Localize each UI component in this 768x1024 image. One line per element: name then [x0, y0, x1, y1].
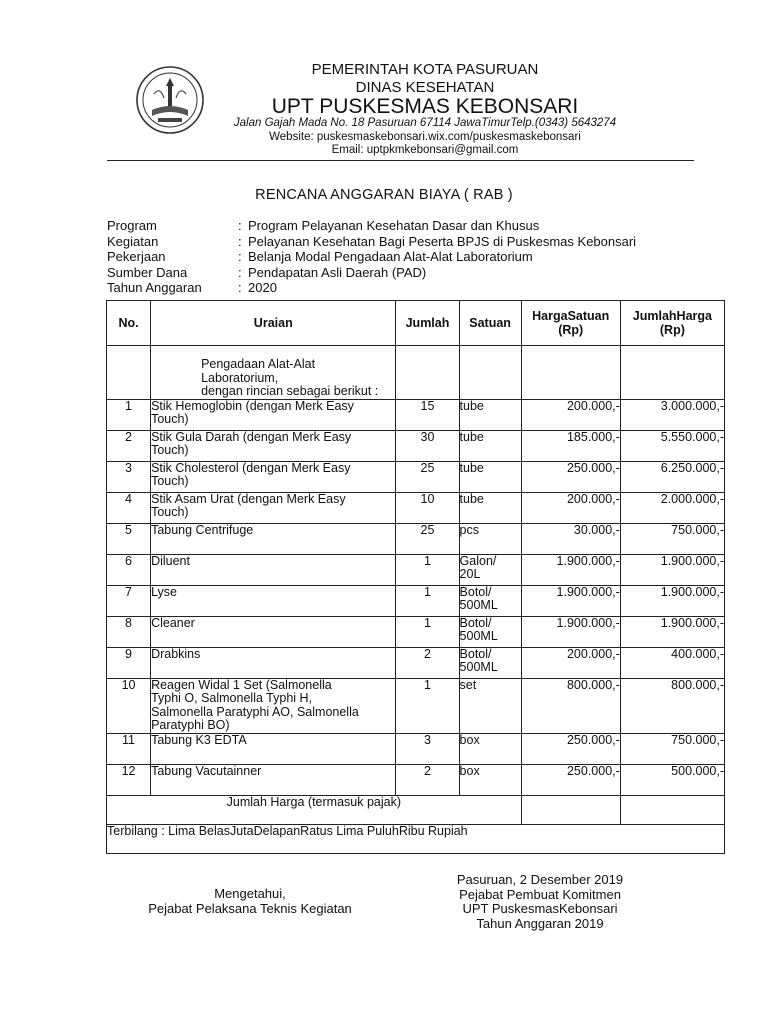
- table-row: [107, 461, 725, 492]
- cell-jumlah: 1: [396, 554, 459, 585]
- cell-uraian: Tabung K3 EDTA: [151, 733, 396, 764]
- table-row: [107, 647, 725, 678]
- cell-jumlah: 2: [396, 647, 459, 678]
- signature-left-line1: Mengetahui,: [214, 886, 286, 901]
- table-header-row: [107, 301, 725, 346]
- table-row: [107, 585, 725, 616]
- cell-jumlah-harga: 6.250.000,-: [620, 461, 724, 492]
- info-row: [107, 234, 636, 250]
- cell-jumlah: 25: [396, 523, 459, 554]
- cell-jumlah: 30: [396, 430, 459, 461]
- cell-satuan: tube: [459, 399, 521, 430]
- cell-uraian: Stik Asam Urat (dengan Merk Easy Touch): [151, 492, 396, 523]
- signature-right-line2: Pejabat Pembuat Komitmen: [459, 886, 621, 902]
- intro-text: Pengadaan Alat-Alat Laboratorium, dengan rincian sebagai berikut :: [151, 346, 396, 400]
- signature-right-line3: UPT PuskesmasKebonsari: [462, 901, 618, 916]
- table-row: [107, 678, 725, 733]
- total-label: Jumlah Harga (termasuk pajak): [107, 795, 522, 824]
- cell-jumlah: 1: [396, 616, 459, 647]
- cell-satuan: Botol/ 500ML: [459, 647, 521, 678]
- cell-harga-satuan: 1.900.000,-: [521, 554, 620, 585]
- cell-no: 8: [107, 616, 151, 647]
- cell-jumlah-harga: 400.000,-: [620, 647, 724, 678]
- header-uraian: Uraian: [151, 301, 396, 346]
- cell-empty: [521, 346, 620, 400]
- cell-harga-satuan: 200.000,-: [521, 492, 620, 523]
- header-harga-satuan: HargaSatuan (Rp): [521, 301, 620, 346]
- cell-jumlah-harga: 5.550.000,-: [620, 430, 724, 461]
- header-satuan: Satuan: [459, 301, 521, 346]
- cell-harga-satuan: 1.900.000,-: [521, 616, 620, 647]
- cell-satuan: box: [459, 764, 521, 795]
- cell-harga-satuan: 250.000,-: [521, 764, 620, 795]
- info-value: Pelayanan Kesehatan Bagi Peserta BPJS di Puskesmas Kebonsari: [248, 233, 637, 249]
- cell-satuan: tube: [459, 492, 521, 523]
- cell-uraian: Cleaner: [151, 616, 396, 647]
- cell-jumlah-harga: 1.900.000,-: [620, 585, 724, 616]
- cell-satuan: pcs: [459, 523, 521, 554]
- cell-no: 2: [107, 430, 151, 461]
- cell-jumlah-harga: 750.000,-: [620, 733, 724, 764]
- cell-no: 4: [107, 492, 151, 523]
- signature-right-line4: Tahun Anggaran 2019: [476, 915, 604, 931]
- cell-jumlah-harga: 500.000,-: [620, 764, 724, 795]
- cell-empty: [459, 346, 521, 400]
- cell-empty: [396, 346, 459, 400]
- cell-no: 11: [107, 733, 151, 764]
- info-row: [107, 249, 636, 265]
- cell-no: 3: [107, 461, 151, 492]
- cell-satuan: Galon/ 20L: [459, 554, 521, 585]
- cell-empty: [107, 346, 151, 400]
- info-label: Kegiatan: [107, 233, 159, 249]
- document-title: RENCANA ANGGARAN BIAYA ( RAB ): [255, 187, 513, 203]
- cell-harga-satuan: 800.000,-: [521, 678, 620, 733]
- total-row: [107, 795, 725, 824]
- table-row: [107, 523, 725, 554]
- cell-jumlah: 3: [396, 733, 459, 764]
- cell-jumlah-harga: 3.000.000,-: [620, 399, 724, 430]
- info-colon: :: [238, 233, 242, 249]
- cell-uraian: Lyse: [151, 585, 396, 616]
- cell-satuan: Botol/ 500ML: [459, 585, 521, 616]
- cell-no: 6: [107, 554, 151, 585]
- cell-no: 9: [107, 647, 151, 678]
- table-row: [107, 733, 725, 764]
- terbilang-row: [107, 824, 725, 853]
- cell-jumlah-harga: 2.000.000,-: [620, 492, 724, 523]
- info-label: Program: [107, 218, 157, 233]
- info-colon: :: [238, 280, 242, 295]
- signature-left: [130, 887, 370, 916]
- info-label: Tahun Anggaran: [107, 280, 202, 295]
- cell-satuan: box: [459, 733, 521, 764]
- table-row: [107, 430, 725, 461]
- cell-no: 5: [107, 523, 151, 554]
- table-row: [107, 492, 725, 523]
- signature-right: [420, 873, 660, 931]
- cell-jumlah: 25: [396, 461, 459, 492]
- header-email: Email: uptpkmkebonsari@gmail.com: [331, 144, 519, 156]
- cell-no: 10: [107, 678, 151, 733]
- cell-harga-satuan: 185.000,-: [521, 430, 620, 461]
- header-website: Website: puskesmaskebonsari.wix.com/puskesmaskebonsari: [269, 131, 581, 143]
- cell-jumlah: 2: [396, 764, 459, 795]
- cell-harga-satuan: 1.900.000,-: [521, 585, 620, 616]
- cell-uraian: Tabung Vacutainner: [151, 764, 396, 795]
- cell-no: 7: [107, 585, 151, 616]
- signature-right-line1: Pasuruan, 2 Desember 2019: [456, 872, 624, 887]
- info-row: [107, 265, 636, 281]
- cell-jumlah-harga: 1.900.000,-: [620, 616, 724, 647]
- info-label: Sumber Dana: [107, 264, 188, 280]
- cell-empty: [521, 795, 620, 824]
- cell-empty: [620, 795, 724, 824]
- info-colon: :: [238, 218, 242, 233]
- cell-uraian: Diluent: [151, 554, 396, 585]
- table-row: [107, 399, 725, 430]
- terbilang-text: Terbilang : Lima BelasJutaDelapanRatus Lima PuluhRibu Rupiah: [107, 824, 725, 853]
- cell-jumlah: 1: [396, 585, 459, 616]
- header-jumlah-harga: JumlahHarga (Rp): [620, 301, 724, 346]
- cell-harga-satuan: 200.000,-: [521, 399, 620, 430]
- cell-uraian: Stik Cholesterol (dengan Merk Easy Touch): [151, 461, 396, 492]
- cell-satuan: set: [459, 678, 521, 733]
- info-value: Belanja Modal Pengadaan Alat-Alat Laboratorium: [248, 249, 533, 264]
- header-institution: UPT PUSKESMAS KEBONSARI: [271, 95, 579, 118]
- cell-jumlah: 10: [396, 492, 459, 523]
- cell-no: 1: [107, 399, 151, 430]
- cell-no: 12: [107, 764, 151, 795]
- info-row: [107, 280, 636, 296]
- info-label: Pekerjaan: [107, 249, 166, 264]
- header-address: Jalan Gajah Mada No. 18 Pasuruan 67114 JawaTimurTelp.(0343) 5643274: [233, 117, 617, 129]
- table-row: [107, 554, 725, 585]
- cell-uraian: Stik Hemoglobin (dengan Merk Easy Touch): [151, 399, 396, 430]
- info-colon: :: [238, 249, 242, 264]
- cell-harga-satuan: 250.000,-: [521, 461, 620, 492]
- cell-satuan: tube: [459, 430, 521, 461]
- signature-left-line2: Pejabat Pelaksana Teknis Kegiatan: [148, 900, 352, 916]
- table-row: [107, 764, 725, 795]
- cell-uraian: Reagen Widal 1 Set (Salmonella Typhi O, Salmonella Typhi H, Salmonella Paratyphi AO, Salmonella Paratyphi BO): [151, 678, 396, 733]
- cell-empty: [620, 346, 724, 400]
- program-info: [107, 218, 636, 296]
- cell-harga-satuan: 250.000,-: [521, 733, 620, 764]
- budget-table: [106, 300, 725, 854]
- header-department: DINAS KESEHATAN: [355, 79, 495, 96]
- header-jumlah: Jumlah: [396, 301, 459, 346]
- header-government: PEMERINTAH KOTA PASURUAN: [311, 61, 539, 78]
- cell-uraian: Drabkins: [151, 647, 396, 678]
- cell-jumlah: 15: [396, 399, 459, 430]
- info-value: Pendapatan Asli Daerah (PAD): [248, 264, 427, 280]
- table-row-intro: [107, 346, 725, 400]
- cell-jumlah: 1: [396, 678, 459, 733]
- header-no: No.: [107, 301, 151, 346]
- cell-uraian: Stik Gula Darah (dengan Merk Easy Touch): [151, 430, 396, 461]
- info-row: [107, 218, 636, 234]
- cell-jumlah-harga: 800.000,-: [620, 678, 724, 733]
- cell-satuan: Botol/ 500ML: [459, 616, 521, 647]
- table-row: [107, 616, 725, 647]
- cell-satuan: tube: [459, 461, 521, 492]
- cell-harga-satuan: 200.000,-: [521, 647, 620, 678]
- cell-uraian: Tabung Centrifuge: [151, 523, 396, 554]
- header-divider: [107, 160, 694, 161]
- info-value: Program Pelayanan Kesehatan Dasar dan Khusus: [248, 218, 540, 233]
- cell-jumlah-harga: 1.900.000,-: [620, 554, 724, 585]
- cell-harga-satuan: 30.000,-: [521, 523, 620, 554]
- cell-jumlah-harga: 750.000,-: [620, 523, 724, 554]
- info-value: 2020: [248, 280, 277, 295]
- info-colon: :: [238, 264, 242, 280]
